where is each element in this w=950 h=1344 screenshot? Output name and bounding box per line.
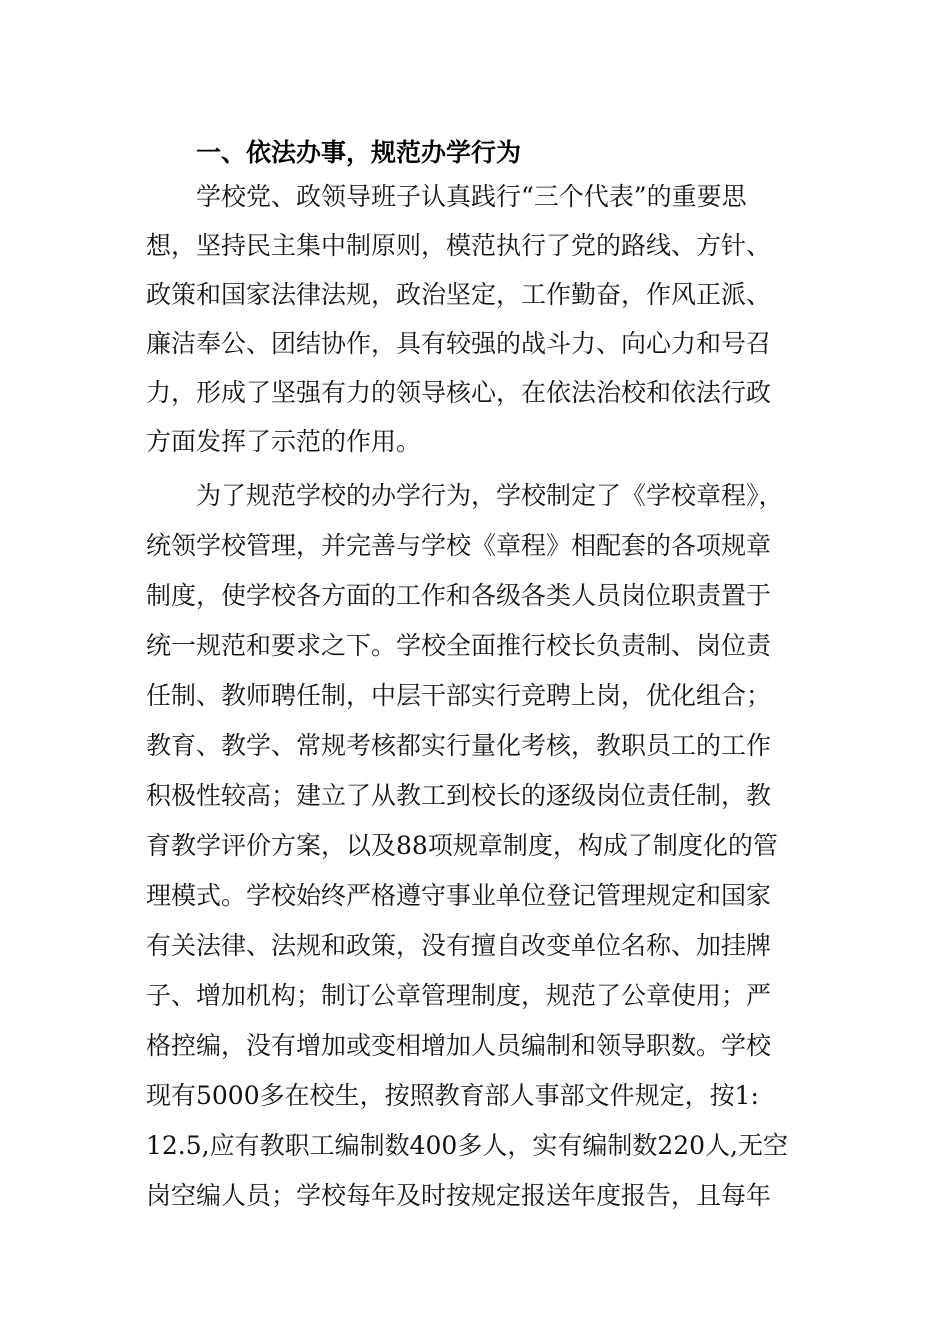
paragraph-1-line: 想，坚持民主集中制原则，模范执行了党的路线、方针、 (146, 231, 772, 260)
section-heading: 一、依法办事，规范办学行为 (196, 138, 522, 167)
paragraph-2-line: 子、增加机构；制订公章管理制度，规范了公章使用；严 (146, 981, 772, 1010)
paragraph-2-line: 统一规范和要求之下。学校全面推行校长负责制、岗位责 (146, 631, 772, 660)
paragraph-1-line: 廉洁奉公、团结协作，具有较强的战斗力、向心力和号召 (146, 329, 772, 358)
paragraph-2-line: 12.5,应有教职工编制数400多人，实有编制数220人,无空 (146, 1131, 788, 1160)
paragraph-2-line: 格控编，没有增加或变相增加人员编制和领导职数。学校 (146, 1031, 772, 1060)
paragraph-2-line: 制度，使学校各方面的工作和各级各类人员岗位职责置于 (146, 581, 772, 610)
paragraph-1-line: 学校党、政领导班子认真践行“三个代表”的重要思 (196, 182, 747, 211)
paragraph-2-line: 岗空编人员；学校每年及时按规定报送年度报告，且每年 (146, 1181, 772, 1210)
paragraph-1-line: 力，形成了坚强有力的领导核心，在依法治校和依法行政 (146, 378, 772, 407)
paragraph-2-line: 积极性较高；建立了从教工到校长的逐级岗位责任制，教 (146, 781, 772, 810)
paragraph-1-line: 方面发挥了示范的作用。 (146, 427, 422, 456)
paragraph-2-line: 育教学评价方案，以及88项规章制度，构成了制度化的管 (146, 831, 778, 860)
paragraph-2-line: 有关法律、法规和政策，没有擅自改变单位名称、加挂牌 (146, 931, 772, 960)
paragraph-2-line: 任制、教师聘任制，中层干部实行竞聘上岗，优化组合； (146, 681, 772, 710)
paragraph-2-line: 教育、教学、常规考核都实行量化考核，教职员工的工作 (146, 731, 772, 760)
paragraph-2-line: 统领学校管理，并完善与学校《章程》相配套的各项规章 (146, 531, 772, 560)
paragraph-2-line: 现有5000多在校生，按照教育部人事部文件规定，按1: (146, 1081, 759, 1110)
paragraph-2-line: 理模式。学校始终严格遵守事业单位登记管理规定和国家 (146, 881, 772, 910)
paragraph-1-line: 政策和国家法律法规，政治坚定，工作勤奋，作风正派、 (146, 280, 772, 309)
paragraph-2-line: 为了规范学校的办学行为，学校制定了《学校章程》， (196, 481, 784, 510)
